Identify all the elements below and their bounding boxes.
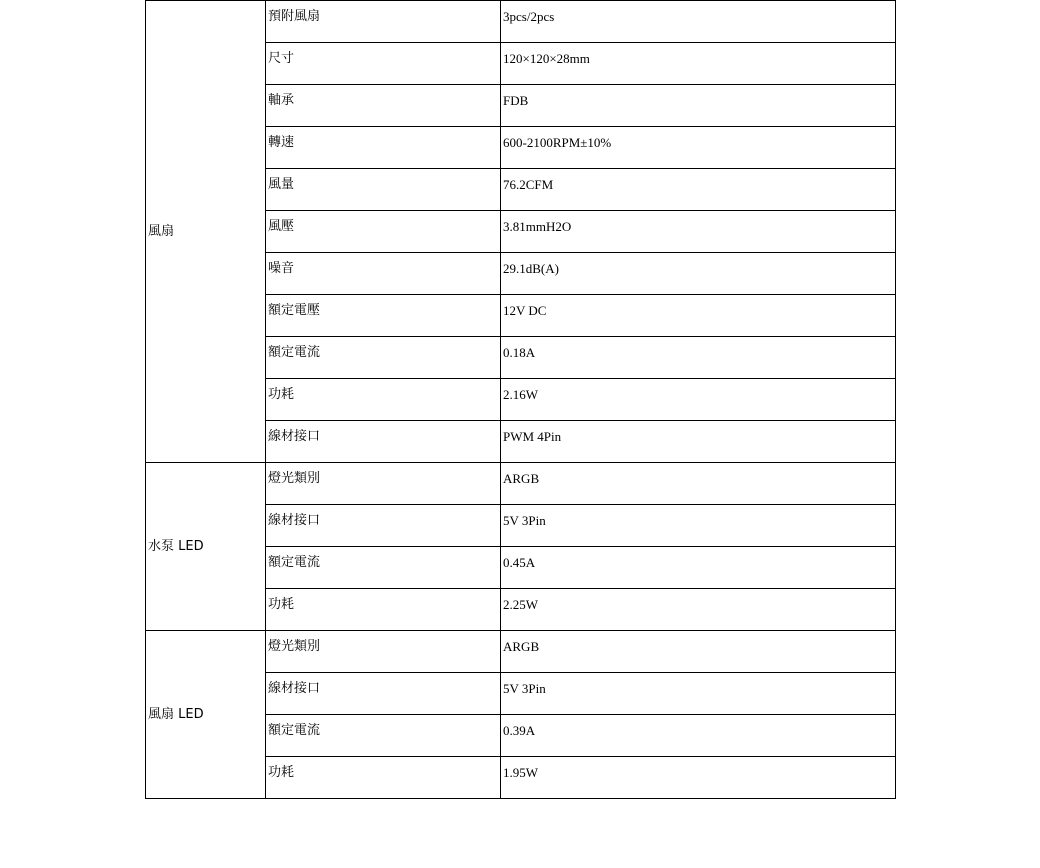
- spec-label-cell: 尺寸: [266, 43, 501, 85]
- spec-table-body: [146, 1, 896, 799]
- spec-label-cell: 風壓: [266, 211, 501, 253]
- table-row: [146, 631, 896, 673]
- spec-value-cell: PWM 4Pin: [501, 421, 896, 463]
- group-name-cell: 風扇 LED: [146, 631, 266, 799]
- spec-value-cell: 2.16W: [501, 379, 896, 421]
- spec-value-cell: ARGB: [501, 463, 896, 505]
- table-row: [146, 1, 896, 43]
- table-row: [146, 463, 896, 505]
- spec-value-cell: 600-2100RPM±10%: [501, 127, 896, 169]
- spec-label-cell: 線材接口: [266, 673, 501, 715]
- spec-value-cell: 5V 3Pin: [501, 505, 896, 547]
- spec-value-cell: 29.1dB(A): [501, 253, 896, 295]
- spec-label-cell: 軸承: [266, 85, 501, 127]
- spec-label-cell: 額定電流: [266, 547, 501, 589]
- spec-table: [145, 0, 896, 799]
- spec-value-cell: 0.18A: [501, 337, 896, 379]
- spec-value-cell: 76.2CFM: [501, 169, 896, 211]
- spec-label-cell: 風量: [266, 169, 501, 211]
- spec-label-cell: 功耗: [266, 757, 501, 799]
- spec-label-cell: 線材接口: [266, 421, 501, 463]
- spec-label-cell: 燈光類別: [266, 463, 501, 505]
- spec-value-cell: 120×120×28mm: [501, 43, 896, 85]
- spec-label-cell: 功耗: [266, 589, 501, 631]
- spec-value-cell: 3.81mmH2O: [501, 211, 896, 253]
- group-name-cell: 風扇: [146, 1, 266, 463]
- spec-value-cell: ARGB: [501, 631, 896, 673]
- spec-label-cell: 功耗: [266, 379, 501, 421]
- spec-value-cell: 12V DC: [501, 295, 896, 337]
- spec-value-cell: 5V 3Pin: [501, 673, 896, 715]
- spec-value-cell: 1.95W: [501, 757, 896, 799]
- spec-value-cell: 3pcs/2pcs: [501, 1, 896, 43]
- spec-label-cell: 線材接口: [266, 505, 501, 547]
- spec-label-cell: 額定電壓: [266, 295, 501, 337]
- spec-label-cell: 噪音: [266, 253, 501, 295]
- spec-label-cell: 轉速: [266, 127, 501, 169]
- spec-label-cell: 預附風扇: [266, 1, 501, 43]
- spec-label-cell: 額定電流: [266, 337, 501, 379]
- spec-value-cell: FDB: [501, 85, 896, 127]
- spec-label-cell: 額定電流: [266, 715, 501, 757]
- spec-value-cell: 2.25W: [501, 589, 896, 631]
- spec-label-cell: 燈光類別: [266, 631, 501, 673]
- spec-value-cell: 0.45A: [501, 547, 896, 589]
- group-name-cell: 水泵 LED: [146, 463, 266, 631]
- spec-value-cell: 0.39A: [501, 715, 896, 757]
